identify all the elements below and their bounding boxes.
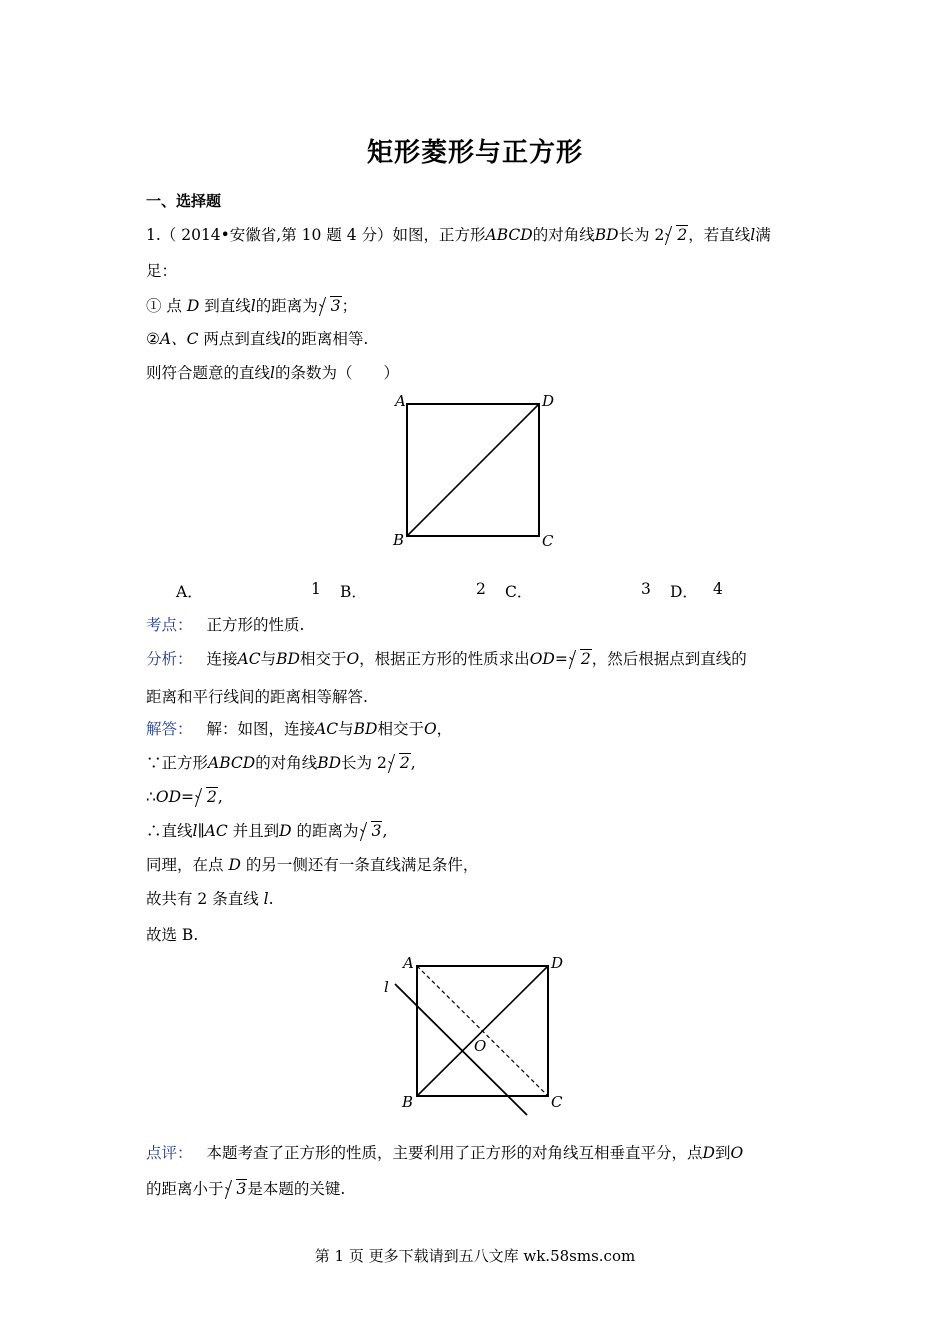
var-d: D [186,297,200,315]
sqrt-2: 2 [195,786,218,808]
sqrt-2: 2 [388,752,411,774]
jieda-line-2: ∵正方形ABCD的对角线BD长为 2 2, [146,754,416,772]
figure-2-square-with-line [378,950,578,1120]
label-b: B [402,1093,414,1111]
label-b: B [393,531,405,549]
jieda-label: 解答： [146,720,193,738]
text: 1.（ 2014•安徽省,第 10 题 4 分）如图，正方形 [146,226,486,244]
text: ① 点 [146,297,182,315]
sqrt-2: 2 [569,648,592,670]
jieda-line-6: 故共有 2 条直线 l. [146,890,274,908]
condition-1 [146,295,357,317]
option-c-value: 3 [641,580,651,598]
text: 两点到直线 [203,330,281,348]
text: 的距离相等. [285,330,369,348]
condition-2 [146,328,368,350]
var-bd: BD [594,226,619,244]
fenxi-line-1: 分析： 连接AC与BD相交于O，根据正方形的性质求出OD= 2，然后根据点到直线的 [146,650,747,668]
fenxi-label: 分析： [146,650,193,668]
dianping-line-2: 的距离小于 3是本题的关键. [146,1180,346,1198]
kaodian-label: 考点： [146,616,193,634]
diagonal-bd [407,404,539,536]
text: 则符合题意的直线 [146,364,271,382]
fenxi-line-2: 距离和平行线间的距离相等解答. [146,688,368,706]
var-l: l [270,364,275,382]
text: ，若直线 [688,226,751,244]
sqrt-2: 2 [665,224,688,246]
text: 长为 2 [618,226,665,244]
var-l: l [280,330,286,348]
label-c: C [551,1093,563,1111]
option-b: B． [340,583,367,601]
section-heading: 一、选择题 [146,192,222,210]
text: 的对角线 [532,226,595,244]
jieda-line-7: 故选 B. [146,926,199,944]
dianping-label: 点评： [146,1144,193,1162]
var-l: l [750,226,756,244]
label-d: D [542,392,555,410]
question-line-2: 足： [146,262,178,280]
jieda-line-4: ∴直线l∥AC 并且到D 的距离为 3, [146,822,388,840]
jieda-line-3: ∴OD= 2, [146,788,223,806]
label-o: O [474,1037,487,1055]
label-a: A [395,392,406,410]
label-d: D [551,954,564,972]
text: ； [341,297,358,315]
text: 到直线 [204,297,251,315]
text: 满 [755,226,771,244]
sqrt-3: 3 [225,1178,248,1200]
var-l: l [250,297,256,315]
page-footer: 第 1 页 更多下载请到五八文库 wk.58sms.com [314,1247,636,1265]
label-c: C [542,532,554,550]
kaodian [146,614,304,636]
label-l: l [384,978,389,996]
sqrt-3: 3 [360,820,383,842]
dianping-line-1: 点评： 本题考查了正方形的性质，主要利用了正方形的对角线互相垂直平分，点D到O [146,1144,744,1162]
option-a: A． [176,583,203,601]
jieda-line-1: 解答： 解：如图，连接AC与BD相交于O， [146,720,453,738]
text: ② [146,330,160,348]
option-d: D． [670,583,698,601]
text: 的条数为（ ） [274,364,399,382]
figure-1-square [380,388,560,553]
var-abcd: ABCD [485,226,533,244]
option-d-value: 4 [713,580,723,598]
option-a-value: 1 [311,580,321,598]
label-a: A [403,954,414,972]
sqrt-3: 3 [319,295,342,317]
jieda-line-5: 同理，在点 D 的另一侧还有一条直线满足条件， [146,856,479,874]
var-ac-pair: A、C [159,330,199,348]
page-title: 矩形菱形与正方形 [366,138,583,168]
option-c: C． [505,583,533,601]
question-line-1 [146,224,771,246]
option-b-value: 2 [476,580,486,598]
kaodian-text: 正方形的性质. [206,616,305,634]
question-ask [146,362,399,384]
text: 的距离为 [255,297,318,315]
